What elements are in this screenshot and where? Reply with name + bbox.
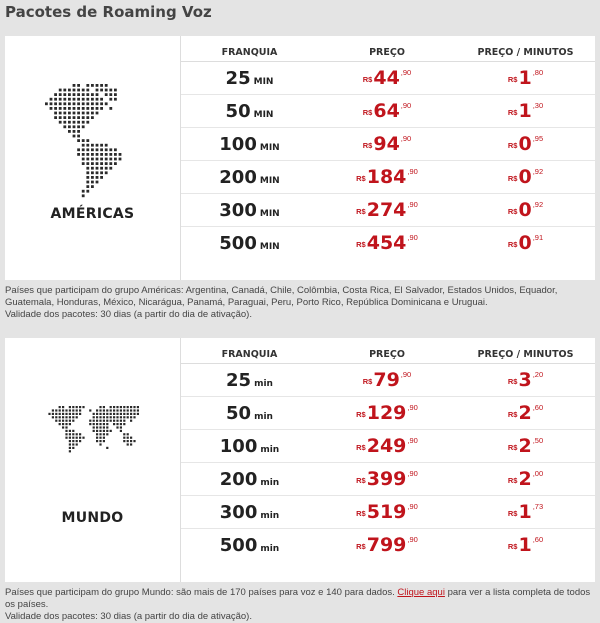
currency-symbol: R$ [356, 207, 366, 216]
currency-symbol: R$ [507, 108, 518, 117]
price-cell [318, 397, 456, 430]
currency-symbol: R$ [356, 174, 366, 183]
table-row [181, 463, 595, 496]
table-row [181, 430, 595, 463]
price-integer: 94 [373, 133, 400, 155]
world-validity-note: Validade dos pacotes: 30 dias (a partir do dia de ativação). [5, 611, 252, 622]
franquia-cell [181, 161, 318, 194]
minutes-value: 200 [219, 468, 258, 490]
price-per-minute-cents: ,73 [532, 502, 544, 511]
currency-symbol: R$ [507, 75, 518, 84]
price-per-minute-integer: 0 [518, 232, 532, 254]
minutes-value: 100 [219, 133, 257, 155]
world-package-card [5, 338, 595, 582]
price-cents: ,90 [407, 167, 418, 176]
americas-region-name: AMÉRICAS [50, 206, 135, 222]
americas-countries-note: Países que participam do grupo Américas: Argentina, Canadá, Chile, Colômbia, Costa Rica, El Salvador, Estados Unidos, Equador, Guatemala, Honduras, México, Nicarágua, Panamá, Paraguai, Peru, Porto Rico, República Dominicana e Uruguai. [5, 285, 558, 308]
price-cents: ,90 [407, 436, 418, 445]
price-per-minute-cell [456, 496, 595, 529]
americas-notes [5, 285, 595, 321]
price-cell [318, 194, 456, 227]
price-integer: 64 [373, 100, 400, 122]
price-per-minute-cents: ,80 [532, 68, 544, 77]
currency-symbol: R$ [362, 377, 373, 386]
world-countries-text-after: para ver a lista completa de todos os países. [5, 587, 591, 610]
price-cents: ,90 [407, 469, 418, 478]
price-per-minute-integer: 3 [518, 369, 532, 391]
price-integer: 274 [366, 199, 407, 221]
column-header-preco-minutos: PREÇO / MINUTOS [477, 349, 574, 360]
price-per-minute-integer: 2 [518, 435, 532, 457]
price-per-minute-cell [456, 194, 595, 227]
franquia-cell [181, 496, 318, 529]
price-per-minute-cell [456, 430, 595, 463]
minutes-value: 50 [225, 100, 251, 122]
price-cents: ,90 [400, 370, 412, 379]
franquia-cell [181, 430, 318, 463]
franquia-cell [181, 128, 318, 161]
franquia-cell [181, 364, 318, 397]
currency-symbol: R$ [507, 542, 518, 551]
price-per-minute-cents: ,30 [532, 101, 544, 110]
minutes-unit: MIN [259, 175, 280, 186]
americas-package-card [5, 36, 595, 280]
table-row [181, 95, 595, 128]
currency-symbol: R$ [362, 141, 373, 150]
world-countries-text: Países que participam do grupo Mundo: são mais de 170 países para voz e 140 para dados. [5, 587, 395, 598]
currency-symbol: R$ [507, 476, 518, 485]
currency-symbol: R$ [507, 174, 518, 183]
price-per-minute-integer: 1 [518, 100, 532, 122]
price-cell [318, 463, 456, 496]
franquia-cell [181, 227, 318, 260]
currency-symbol: R$ [356, 443, 366, 452]
price-cents: ,90 [407, 535, 418, 544]
price-per-minute-cents: ,91 [532, 233, 544, 242]
currency-symbol: R$ [507, 509, 518, 518]
price-per-minute-integer: 1 [518, 501, 532, 523]
price-integer: 44 [373, 67, 400, 89]
price-per-minute-cell [456, 128, 595, 161]
currency-symbol: R$ [507, 207, 518, 216]
minutes-value: 500 [219, 232, 257, 254]
currency-symbol: R$ [507, 410, 518, 419]
minutes-unit: min [254, 378, 273, 389]
price-per-minute-integer: 0 [518, 199, 532, 221]
minutes-unit: min [260, 477, 280, 488]
currency-symbol: R$ [356, 240, 366, 249]
minutes-unit: MIN [259, 142, 280, 153]
price-integer: 249 [366, 435, 407, 457]
table-row [181, 62, 595, 95]
price-per-minute-cents: ,60 [532, 535, 544, 544]
price-cell [318, 529, 456, 562]
minutes-value: 25 [225, 67, 251, 89]
currency-symbol: R$ [507, 141, 518, 150]
table-row [181, 364, 595, 397]
see-all-countries-link[interactable]: Clique aqui [397, 587, 445, 598]
minutes-value: 100 [219, 435, 258, 457]
price-per-minute-cents: ,60 [532, 403, 544, 412]
price-per-minute-cents: ,00 [532, 469, 544, 478]
column-header-preco: PREÇO [369, 47, 405, 58]
minutes-value: 300 [219, 199, 257, 221]
americas-map-icon [45, 84, 140, 199]
price-per-minute-integer: 2 [518, 468, 532, 490]
price-per-minute-cell [456, 397, 595, 430]
minutes-value: 50 [226, 402, 252, 424]
price-per-minute-cents: ,95 [532, 134, 544, 143]
world-price-table [181, 338, 595, 561]
table-row [181, 161, 595, 194]
americas-validity-note: Validade dos pacotes: 30 dias (a partir do dia de ativação). [5, 309, 252, 320]
price-cents: ,90 [400, 101, 412, 110]
franquia-cell [181, 463, 318, 496]
table-header-row [181, 36, 595, 62]
price-cents: ,90 [407, 200, 418, 209]
price-cell [318, 364, 456, 397]
minutes-value: 500 [219, 534, 258, 556]
column-header-franquia: FRANQUIA [221, 47, 278, 58]
price-cents: ,90 [400, 134, 412, 143]
americas-region-panel [5, 36, 181, 280]
price-integer: 184 [366, 166, 407, 188]
currency-symbol: R$ [507, 443, 518, 452]
world-region-panel [5, 338, 181, 582]
price-per-minute-integer: 1 [518, 67, 532, 89]
minutes-value: 25 [226, 369, 252, 391]
table-header-row [181, 338, 595, 364]
franquia-cell [181, 529, 318, 562]
price-per-minute-integer: 0 [518, 166, 532, 188]
price-per-minute-cell [456, 95, 595, 128]
price-cents: ,90 [407, 233, 418, 242]
price-per-minute-integer: 0 [518, 133, 532, 155]
page-title: Pacotes de Roaming Voz [5, 3, 212, 21]
americas-price-table [181, 36, 595, 259]
price-cell [318, 95, 456, 128]
minutes-unit: MIN [253, 109, 274, 120]
currency-symbol: R$ [362, 75, 373, 84]
price-cell [318, 161, 456, 194]
world-map-icon [45, 406, 145, 476]
minutes-unit: MIN [253, 76, 274, 87]
price-integer: 454 [366, 232, 407, 254]
price-per-minute-integer: 1 [518, 534, 532, 556]
price-per-minute-cell [456, 463, 595, 496]
table-row [181, 194, 595, 227]
price-per-minute-cents: ,92 [532, 200, 544, 209]
table-row [181, 496, 595, 529]
currency-symbol: R$ [507, 240, 518, 249]
price-per-minute-cell [456, 62, 595, 95]
franquia-cell [181, 194, 318, 227]
price-per-minute-cell [456, 161, 595, 194]
price-cents: ,90 [400, 68, 412, 77]
minutes-unit: MIN [259, 208, 280, 219]
price-per-minute-cents: ,50 [532, 436, 544, 445]
world-countries-note [5, 587, 595, 611]
price-per-minute-cell [456, 227, 595, 260]
table-row [181, 128, 595, 161]
franquia-cell [181, 62, 318, 95]
price-integer: 399 [366, 468, 407, 490]
currency-symbol: R$ [356, 542, 366, 551]
minutes-unit: MIN [259, 241, 280, 252]
price-integer: 79 [373, 369, 400, 391]
table-row [181, 529, 595, 562]
currency-symbol: R$ [356, 509, 366, 518]
price-cell [318, 128, 456, 161]
price-integer: 799 [366, 534, 407, 556]
table-row [181, 227, 595, 260]
price-integer: 129 [366, 402, 407, 424]
price-cents: ,90 [407, 502, 418, 511]
minutes-value: 300 [219, 501, 258, 523]
table-row [181, 397, 595, 430]
minutes-unit: min [260, 444, 280, 455]
currency-symbol: R$ [507, 377, 518, 386]
price-per-minute-cents: ,20 [532, 370, 544, 379]
price-cell [318, 496, 456, 529]
column-header-preco: PREÇO [369, 349, 405, 360]
minutes-unit: min [260, 510, 280, 521]
minutes-value: 200 [219, 166, 257, 188]
price-cell [318, 62, 456, 95]
price-per-minute-cell [456, 529, 595, 562]
price-cell [318, 227, 456, 260]
currency-symbol: R$ [356, 410, 366, 419]
currency-symbol: R$ [362, 108, 373, 117]
franquia-cell [181, 95, 318, 128]
price-cents: ,90 [407, 403, 418, 412]
world-region-name: MUNDO [61, 510, 124, 526]
world-notes [5, 587, 595, 623]
column-header-preco-minutos: PREÇO / MINUTOS [477, 47, 574, 58]
price-per-minute-cents: ,92 [532, 167, 544, 176]
price-per-minute-integer: 2 [518, 402, 532, 424]
column-header-franquia: FRANQUIA [221, 349, 278, 360]
price-cell [318, 430, 456, 463]
franquia-cell [181, 397, 318, 430]
minutes-unit: min [260, 543, 280, 554]
price-per-minute-cell [456, 364, 595, 397]
currency-symbol: R$ [356, 476, 366, 485]
minutes-unit: min [254, 411, 273, 422]
price-integer: 519 [366, 501, 407, 523]
